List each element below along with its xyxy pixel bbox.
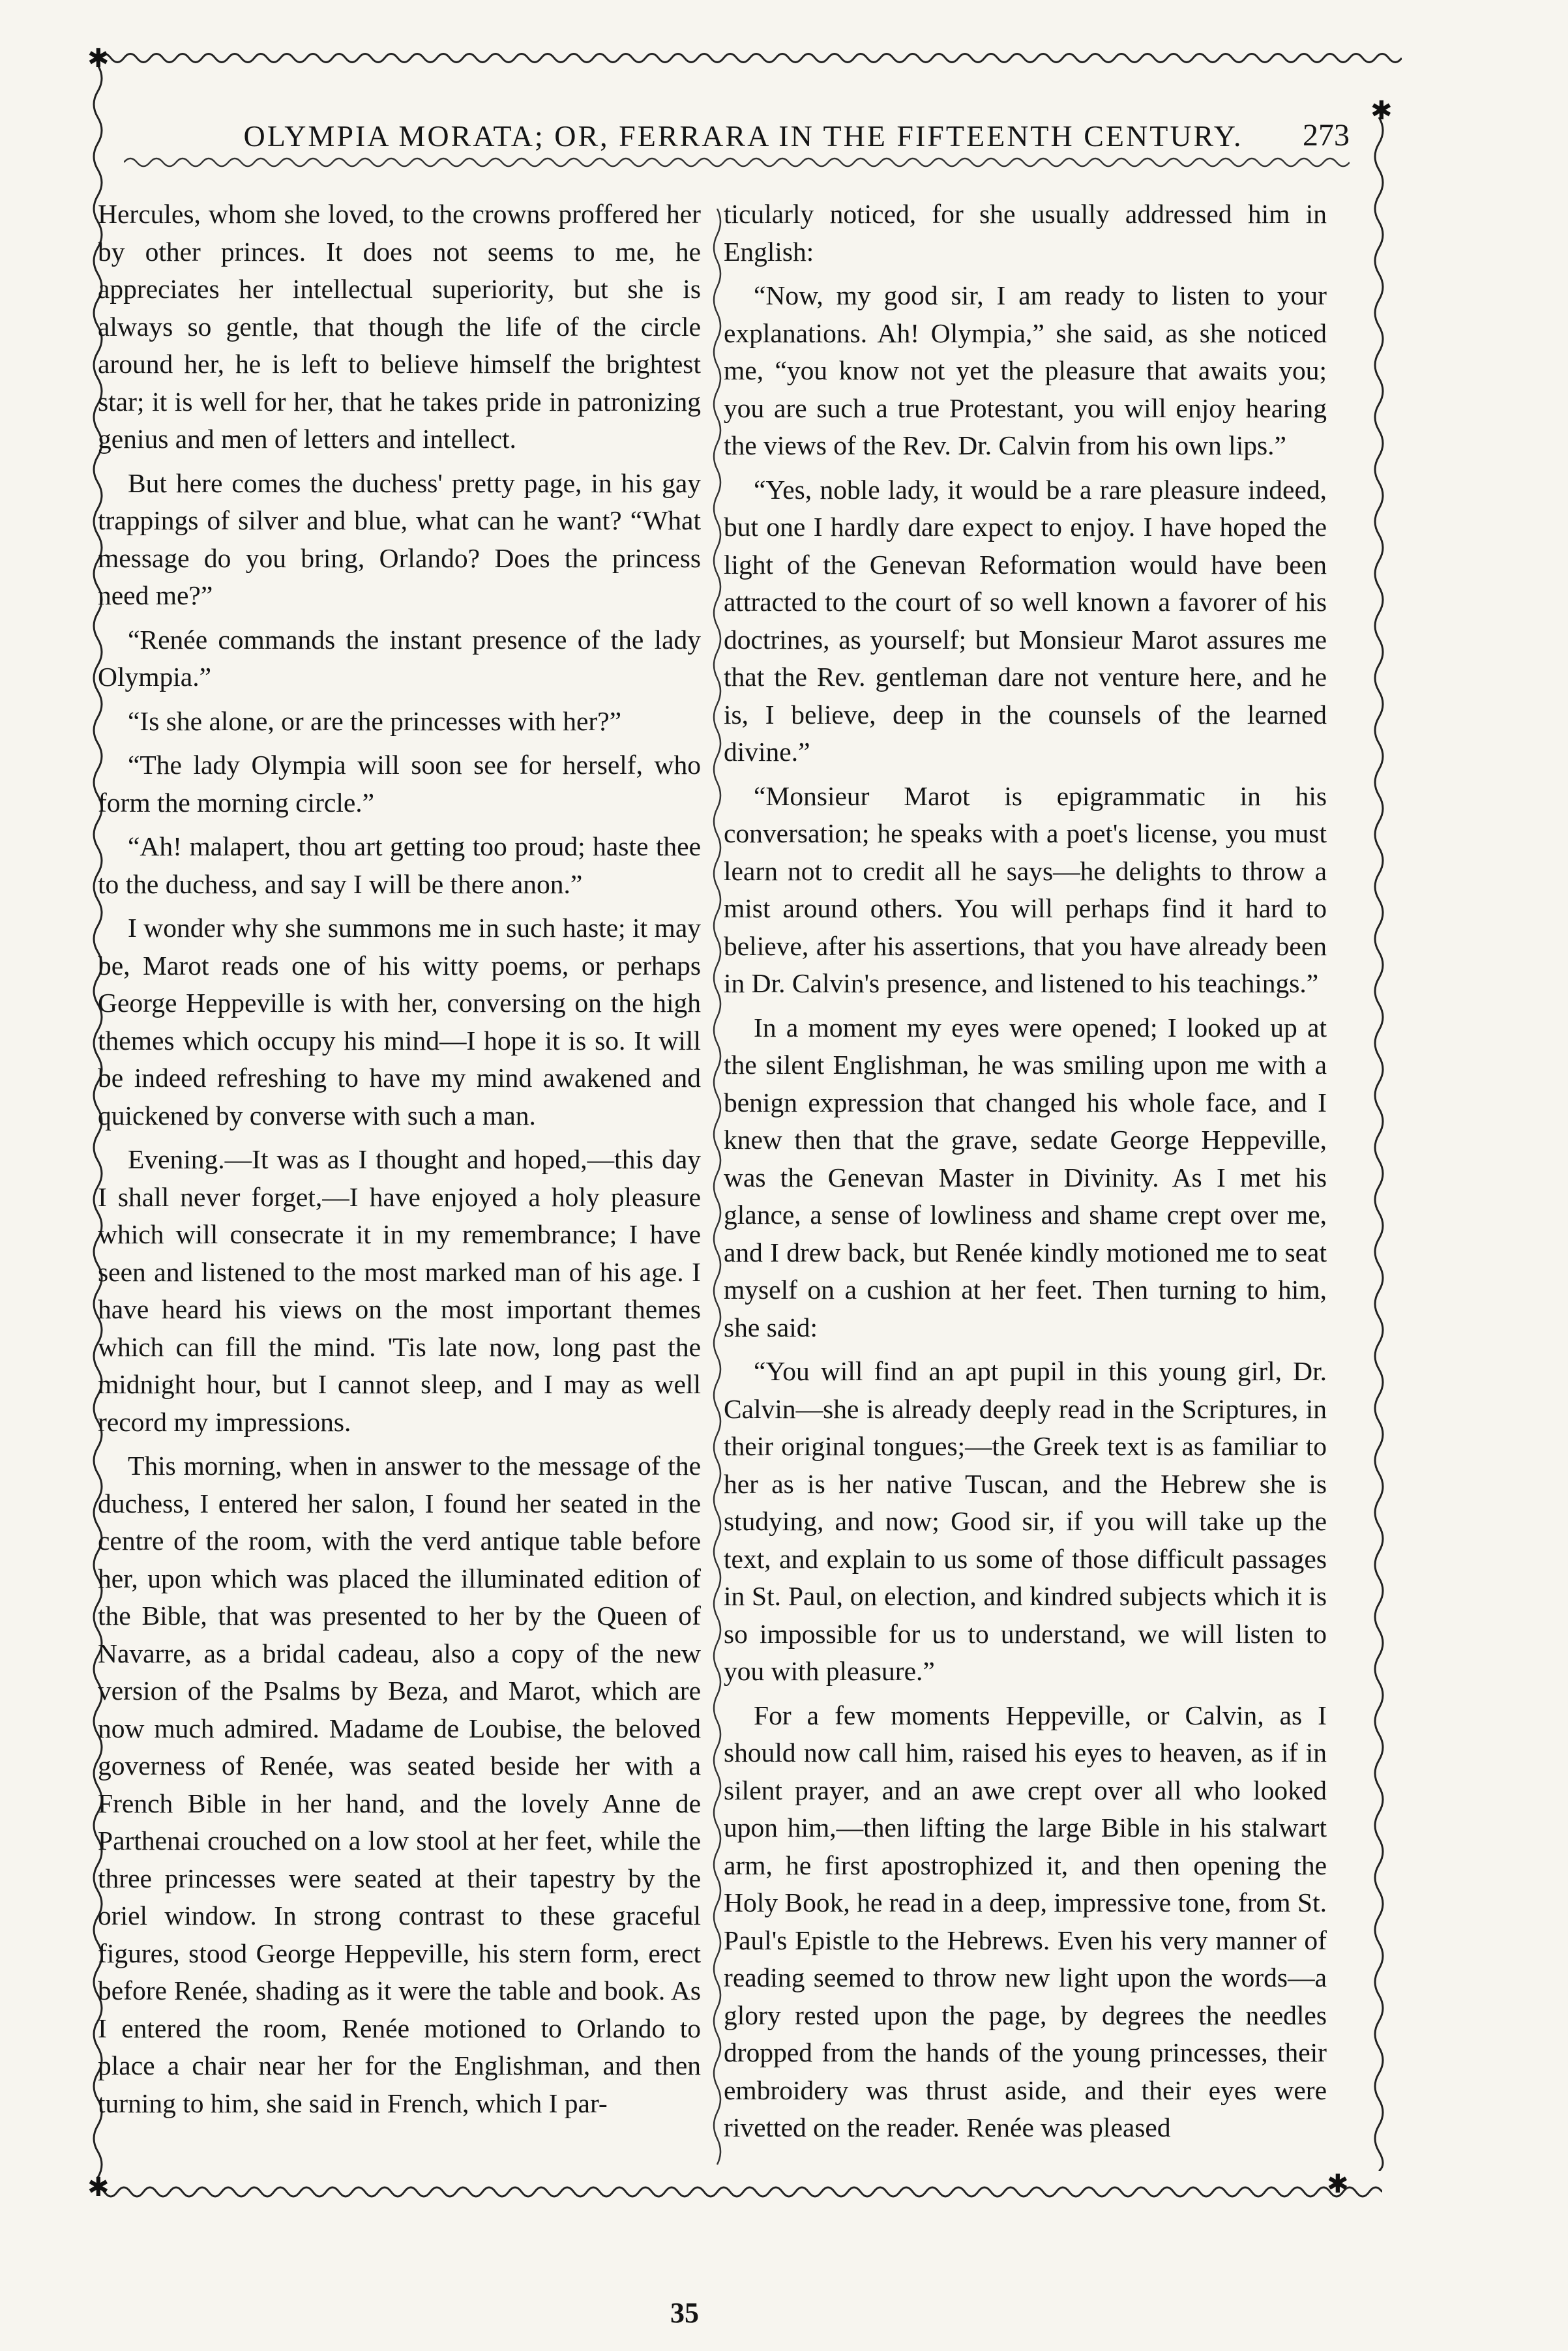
top-wavy-rule [98, 47, 1402, 69]
right-wavy-rule [1366, 117, 1392, 2171]
paragraph: “Monsieur Marot is epigrammatic in his conversation; he speaks with a poet's license, you must learn not to credit all he says—he delights to throw a mist around others. You will perhaps find it hard to believe, after his assertions, that you have already been in Dr. Calvin's presence, and listened to his teachings.” [724, 780, 1327, 998]
header-wavy-rule [124, 151, 1350, 173]
paragraph: I wonder why she summons me in such haste; it may be, Marot reads one of his witty poems, or perhaps George Heppeville is with her, conversing on the high themes which occupy his mind—I hope it is so. It will be indeed refreshing to have my mind awakened and quickened by converse with such a man. [98, 913, 701, 1131]
paragraph: “The lady Olympia will soon see for herself, who form the morning circle.” [98, 750, 701, 818]
signature-mark: 35 [670, 2297, 699, 2329]
paragraph: ticularly noticed, for she usually addressed him in English: [724, 199, 1327, 267]
paragraph: “You will find an apt pupil in this young girl, Dr. Calvin—she is already deeply read in the Scriptures, in their original tongues;—the Greek text is as familiar to her as is her native Tuscan, and the Hebrew she is studying, and now; Good sir, if you will take up the text, and explain to us some of those difficult passages in St. Paul, on election, and kindred subjects which it is so impossible for us to understand, we will listen to you with pleasure.” [724, 1356, 1327, 1686]
corner-ornament-icon: ✱ [87, 44, 110, 74]
paragraph: In a moment my eyes were opened; I looked up at the silent Englishman, he was smiling upon me with a benign expression that changed his whole face, and I knew then that the grave, sedate George Heppeville, was the Genevan Master in Divinity. As I met his glance, a sense of lowliness and shame crept over me, and I drew back, but Renée kindly motioned me to seat myself on a cushion at her feet. Then turning to him, she said: [724, 1012, 1327, 1342]
page-number: 273 [1303, 118, 1350, 153]
right-text-column [724, 196, 1327, 2171]
left-text-column [98, 196, 701, 2171]
corner-ornament-icon: ✱ [87, 2172, 110, 2202]
paragraph: “Yes, noble lady, it would be a rare pleasure indeed, but one I hardly dare expect to enjoy. I have hoped the light of the Genevan Reformation would have been attracted to the court of so well known a favorer of his doctrines, as yourself; but Monsieur Marot assures me that the Rev. gentleman dare not venture here, and he is, I believe, deep in the counsels of the learned divine.” [724, 474, 1327, 767]
paragraph: “Ah! malapert, thou art getting too proud; haste thee to the duchess, and say I will be there anon.” [98, 831, 701, 899]
paragraph: But here comes the duchess' pretty page, in his gay trappings of silver and blue, what can he want? “What message do you bring, Orlando? Does the princess need me?” [98, 467, 701, 610]
paragraph: “Now, my good sir, I am ready to listen to your explanations. Ah! Olympia,” she said, as she noticed me, “you know not yet the pleasure that awaits you; you are such a true Protestant, you will enjoy hearing the views of the Rev. Dr. Calvin from his own lips.” [724, 280, 1327, 460]
paragraph: This morning, when in answer to the message of the duchess, I entered her salon, I found her seated in the centre of the room, with the verd antique table before her, upon which was placed the illuminated edition of the Bible, that was presented to her by the Queen of Navarre, as a bridal cadeau, also a copy of the new version of the Psalms by Beza, and Marot, which are now much admired. Madame de Loubise, the beloved governess of Renée, was seated beside her with a French Bible in her hand, and the lovely Anne de Parthenai crouched on a low stool at her feet, while the three princesses were seated at their tapestry by the oriel window. In strong contrast to these graceful figures, stood George Heppeville, his stern form, erect before Renée, shading as it were the table and book. As I entered the room, Renée motioned to Orlando to place a chair near her for the Englishman, and then turning to him, she said in French, which I par- [98, 1451, 701, 2118]
corner-ornament-icon: ✱ [1370, 96, 1393, 126]
paragraph: “Is she alone, or are the princesses with her?” [128, 705, 622, 736]
bottom-wavy-rule [91, 2179, 1382, 2205]
paragraph: Evening.—It was as I thought and hoped,—this day I shall never forget,—I have enjoyed a holy pleasure which will consecrate it in my remembrance; I have seen and listened to the most marked man of his age. I have heard his views on the most important themes which can fill the mind. 'Tis late now, long past the midnight hour, but I cannot sleep, and I may as well record my impressions. [98, 1144, 701, 1437]
paragraph: “Renée commands the instant presence of the lady Olympia.” [98, 624, 701, 692]
paragraph: For a few moments Heppeville, or Calvin, as I should now call him, raised his eyes to heaven, as if in silent prayer, and an awe crept over all who looked upon him,—then lifting the large Bible in his stalwart arm, he first apostrophized it, and then opening the Holy Book, he read in a deep, impressive tone, from St. Paul's Epistle to the Hebrews. Even his very manner of reading seemed to throw new light upon the words—a glory rested upon the page, by degrees the needles dropped from the hands of the young princesses, their embroidery was thrust aside, and their eyes were rivetted on the reader. Renée was pleased [724, 1700, 1327, 2142]
running-title: OLYMPIA MORATA; OR, FERRARA IN THE FIFTEENTH CENTURY. [243, 119, 1243, 153]
paragraph: Hercules, whom she loved, to the crowns proffered her by other princes. It does not seems to me, he appreciates her intellectual superiority, but she is always so gentle, that though the life of the circle around her, he is left to believe himself the brightest star; it is well for her, that he takes pride in patronizing genius and men of letters and intellect. [98, 199, 701, 454]
corner-ornament-icon: ✱ [1327, 2169, 1349, 2199]
